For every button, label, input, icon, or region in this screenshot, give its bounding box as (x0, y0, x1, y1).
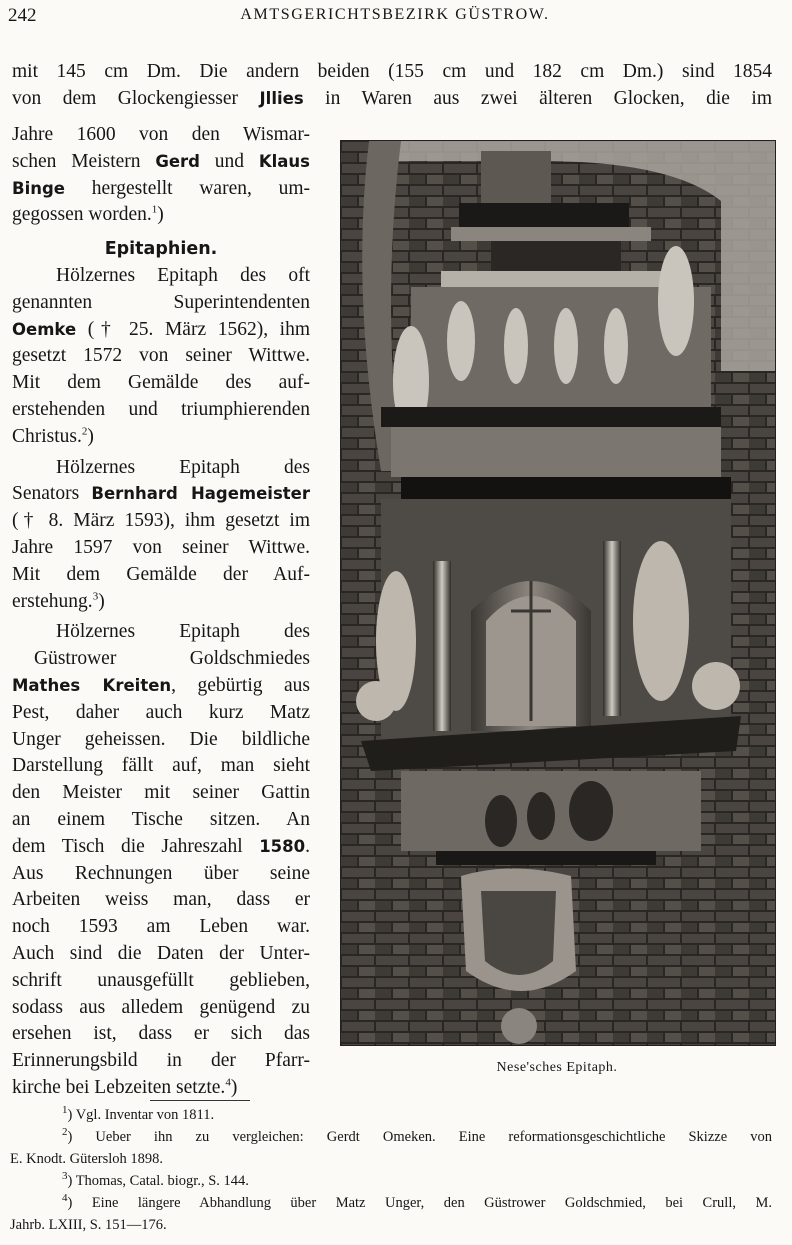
name-binge: Binge (12, 178, 65, 198)
page-number: 242 (8, 5, 37, 26)
kreiten-line: Erinnerungsbild in der Pfarr- (12, 1050, 310, 1072)
kreiten-line: Güstrower Goldschmiedes (34, 648, 310, 670)
kreiten-line: schrift unausgefüllt geblieben, (12, 969, 310, 991)
name-klaus: Klaus (258, 151, 310, 171)
bells-line: schen Meistern Gerd und Klaus (12, 150, 310, 172)
hagemeister-line: Senators Bernhard Hagemeister (12, 483, 310, 505)
footnote-ref-3: 3 (92, 590, 99, 603)
name-oemke: Oemke (12, 319, 77, 339)
year-1580: 1580 (259, 836, 306, 856)
kreiten-line: Mathes Kreiten, gebürtig aus (12, 674, 310, 696)
oemke-line: Oemke († 25. März 1562), ihm (12, 318, 310, 340)
name-kreiten: Mathes Kreiten (12, 675, 172, 695)
kreiten-line: sodass aus alledem genügend zu (12, 996, 310, 1018)
oemke-line: genannten Superintendenten (12, 291, 310, 313)
kreiten-line: Pest, daher auch kurz Matz (12, 701, 310, 723)
kreiten-line: ersehen ist, dass er sich das (12, 1023, 310, 1045)
footnote-ref-2: 2 (81, 425, 88, 438)
oemke-line: Hölzernes Epitaph des oft (56, 264, 310, 286)
text-line-1: mit 145 cm Dm. Die andern beiden (155 cm und 182 cm Dm.) sind 1854 (12, 61, 772, 82)
hagemeister-line: Mit dem Gemälde der Auf- (12, 563, 310, 585)
running-head (8, 5, 782, 29)
figure-caption: Nese'sches Epitaph. (496, 1060, 618, 1075)
kreiten-line: noch 1593 am Leben war. (12, 916, 310, 938)
bells-line: Jahre 1600 von den Wismar- (12, 124, 310, 145)
left-column (12, 122, 310, 1102)
footnotes (10, 1104, 772, 1236)
kreiten-line: Hölzernes Epitaph des (56, 621, 310, 643)
kreiten-line: kirche bei Lebzeiten setzte.$^4$) (12, 1076, 238, 1098)
hagemeister-line: Jahre 1597 von seiner Wittwe. (12, 536, 310, 558)
name-hagemeister: Bernhard Hagemeister (91, 484, 310, 504)
hagemeister-line: erstehung.$^3$) (12, 590, 105, 612)
oemke-line: Christus.$^2$) (12, 425, 94, 447)
footnote-ref-4: 4 (225, 1076, 231, 1089)
kreiten-line: dem Tisch die Jahreszahl 1580. (12, 835, 311, 857)
kreiten-line: Aus Rechnungen über seine (12, 862, 310, 884)
hagemeister-line: Hölzernes Epitaph des (56, 456, 310, 478)
running-title: AMTSGERICHTSBEZIRK GÜSTROW. (240, 6, 550, 23)
kreiten-line: an einem Tische sitzen. An (12, 808, 310, 830)
footnote-3: $^3$) Thomas, Catal. biogr., S. 144. (62, 1170, 249, 1189)
name-jllies: Jllies (259, 89, 304, 108)
hagemeister-line: († 8. März 1593), ihm gesetzt im (12, 510, 310, 532)
epitaph-photograph (340, 140, 776, 1046)
bells-line: Binge hergestellt waren, um- (12, 177, 311, 199)
footnote-2-cont: E. Knodt. Gütersloh 1898. (10, 1151, 164, 1167)
kreiten-line: den Meister mit seiner Gattin (12, 782, 310, 804)
oemke-line: erstehenden und triumphierenden (12, 398, 310, 420)
bells-line: gegossen worden.$^1$) (12, 203, 164, 226)
footnote-2: $^2$) Ueber ihn zu vergleichen: Gerdt Omeken. Eine reformationsgeschichtliche Skizze von (62, 1126, 772, 1145)
oemke-line: gesetzt 1572 von seiner Wittwe. (12, 345, 310, 367)
footnote-1: $^1$) Vgl. Inventar von 1811. (62, 1104, 215, 1123)
kreiten-line: Arbeiten weiss man, dass er (12, 889, 310, 911)
kreiten-line: Auch sind die Daten der Unter- (12, 942, 310, 964)
footnote-ref-1: 1 (151, 203, 158, 216)
epitaph-illustration (341, 141, 775, 1045)
name-gerd: Gerd (155, 151, 200, 171)
text-line-2: von dem Glockengiesser Jllies in Waren aus zwei älteren Glocken, die im (12, 88, 773, 109)
kreiten-line: Darstellung fällt auf, man sieht (12, 755, 310, 777)
section-heading: Epitaphien. (104, 239, 218, 260)
oemke-line: Mit dem Gemälde des auf- (12, 372, 310, 394)
footnote-4-cont: Jahrb. LXIII, S. 151—176. (10, 1217, 167, 1233)
kreiten-line: Unger geheissen. Die bildliche (12, 728, 310, 750)
footnote-4: $^4$) Eine längere Abhandlung über Matz Unger, den Güstrower Goldschmied, bei Crull, M. (62, 1192, 772, 1211)
footnote-rule (150, 1100, 250, 1101)
